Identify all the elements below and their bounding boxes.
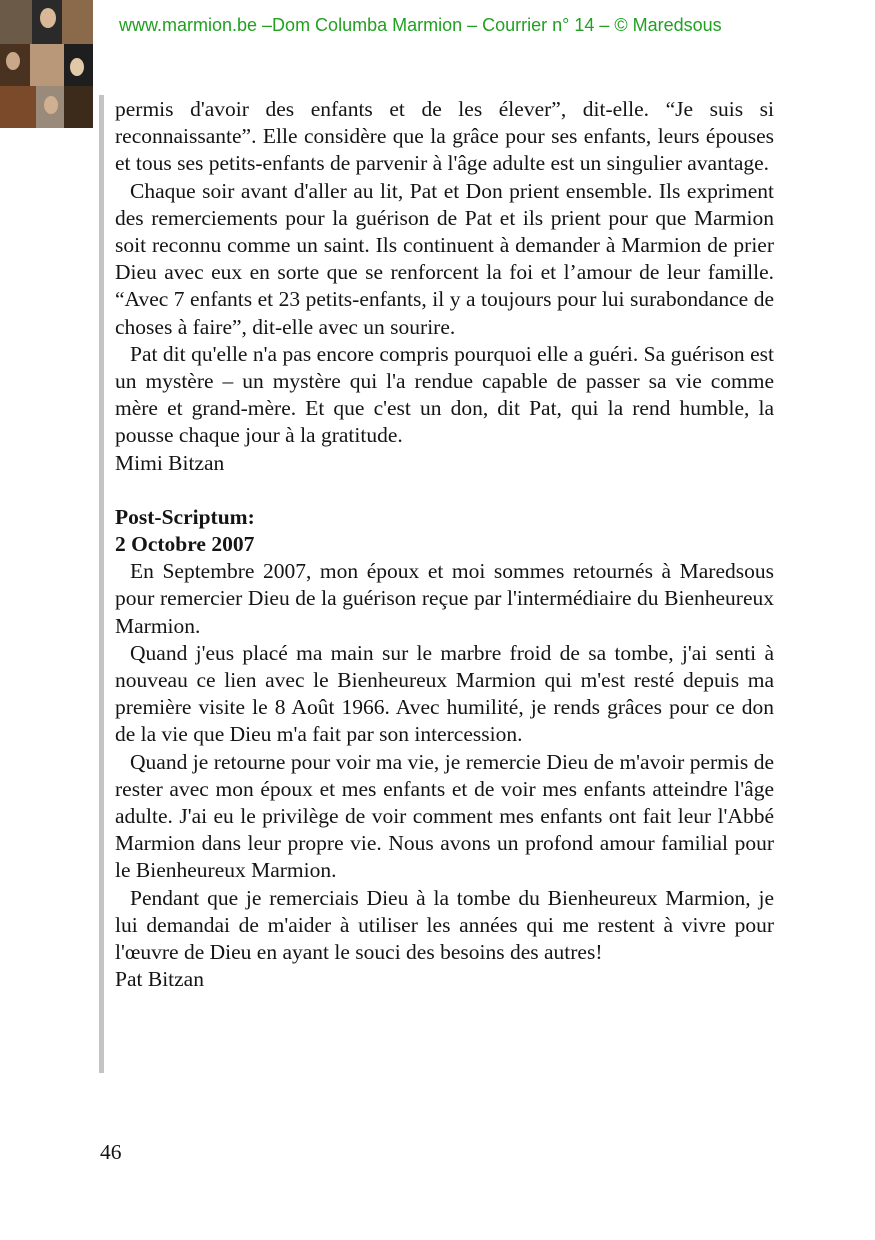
postscript-title: Post-Scriptum: bbox=[115, 504, 255, 529]
postscript-date: 2 Octobre 2007 bbox=[115, 532, 255, 557]
postscript-paragraph: Pendant que je remerciais Dieu à la tombe du Bienheureux Marmion, je lui demandai de m'aider à utiliser les années qui me restent à vivre pour l'œuvre de Dieu en ayant le souci des besoins des autres! bbox=[115, 885, 774, 965]
postscript-signature: Pat Bitzan bbox=[115, 967, 204, 992]
portrait-collage-image bbox=[0, 0, 93, 128]
article-paragraph: permis d'avoir des enfants et de les élever”, dit-elle. “Je suis si reconnaissante”. Elle considère que la grâce pour ses enfants, leurs épouses et tous ses petits-enfants de parvenir à l'âge adulte est un singulier avantage. bbox=[115, 97, 774, 176]
article-paragraph: Pat dit qu'elle n'a pas encore compris pourquoi elle a guéri. Sa guérison est un mystère – un mystère qui l'a rendue capable de passer sa vie comme mère et grand-mère. Et que c'est un don, dit Pat, qui la rend humble, la pousse chaque jour à la gratitude. bbox=[115, 341, 774, 448]
postscript-paragraph: Quand je retourne pour voir ma vie, je remercie Dieu de m'avoir permis de rester avec mon époux et mes enfants et de voir mes enfants atteindre l'âge adulte. J'ai eu le privilège de voir comment mes enfants ont fait leur l'Abbé Marmion dans leur propre vie. Nous avons un profond amour familial pour le Bienheureux Marmion. bbox=[115, 749, 774, 883]
postscript-paragraph: Quand j'eus placé ma main sur le marbre froid de sa tombe, j'ai senti à nouveau ce lien avec le Bienheureux Marmion qui m'est resté depuis ma première visite le 8 Août 1966. Avec humilité, je rends grâces pour ce don de la vie que Dieu m'a fait par son intercession. bbox=[115, 640, 774, 747]
postscript-paragraph: En Septembre 2007, mon époux et moi sommes retournés à Maredsous pour remercier Dieu de la guérison reçue par l'intermédiaire du Bienheureux Marmion. bbox=[115, 559, 774, 638]
section-gap bbox=[115, 477, 774, 504]
article-signature: Mimi Bitzan bbox=[115, 450, 225, 475]
page-number: 46 bbox=[100, 1140, 122, 1164]
article-paragraph: Chaque soir avant d'aller au lit, Pat et Don prient ensemble. Ils expriment des remerciements pour la guérison de Pat et ils prient pour que Marmion soit reconnu comme un saint. Ils continuent à demander à Marmion de prier Dieu avec eux en sorte que se renforcent la foi et l’amour de leur famille. “Avec 7 enfants et 23 petits-enfants, il y a toujours pour lui surabondance de choses à faire”, dit-elle avec un sourire. bbox=[115, 178, 774, 339]
page-header: www.marmion.be –Dom Columba Marmion – Courrier n° 14 – © Maredsous bbox=[119, 15, 722, 35]
article-body bbox=[115, 96, 774, 994]
margin-rule bbox=[99, 95, 104, 1073]
